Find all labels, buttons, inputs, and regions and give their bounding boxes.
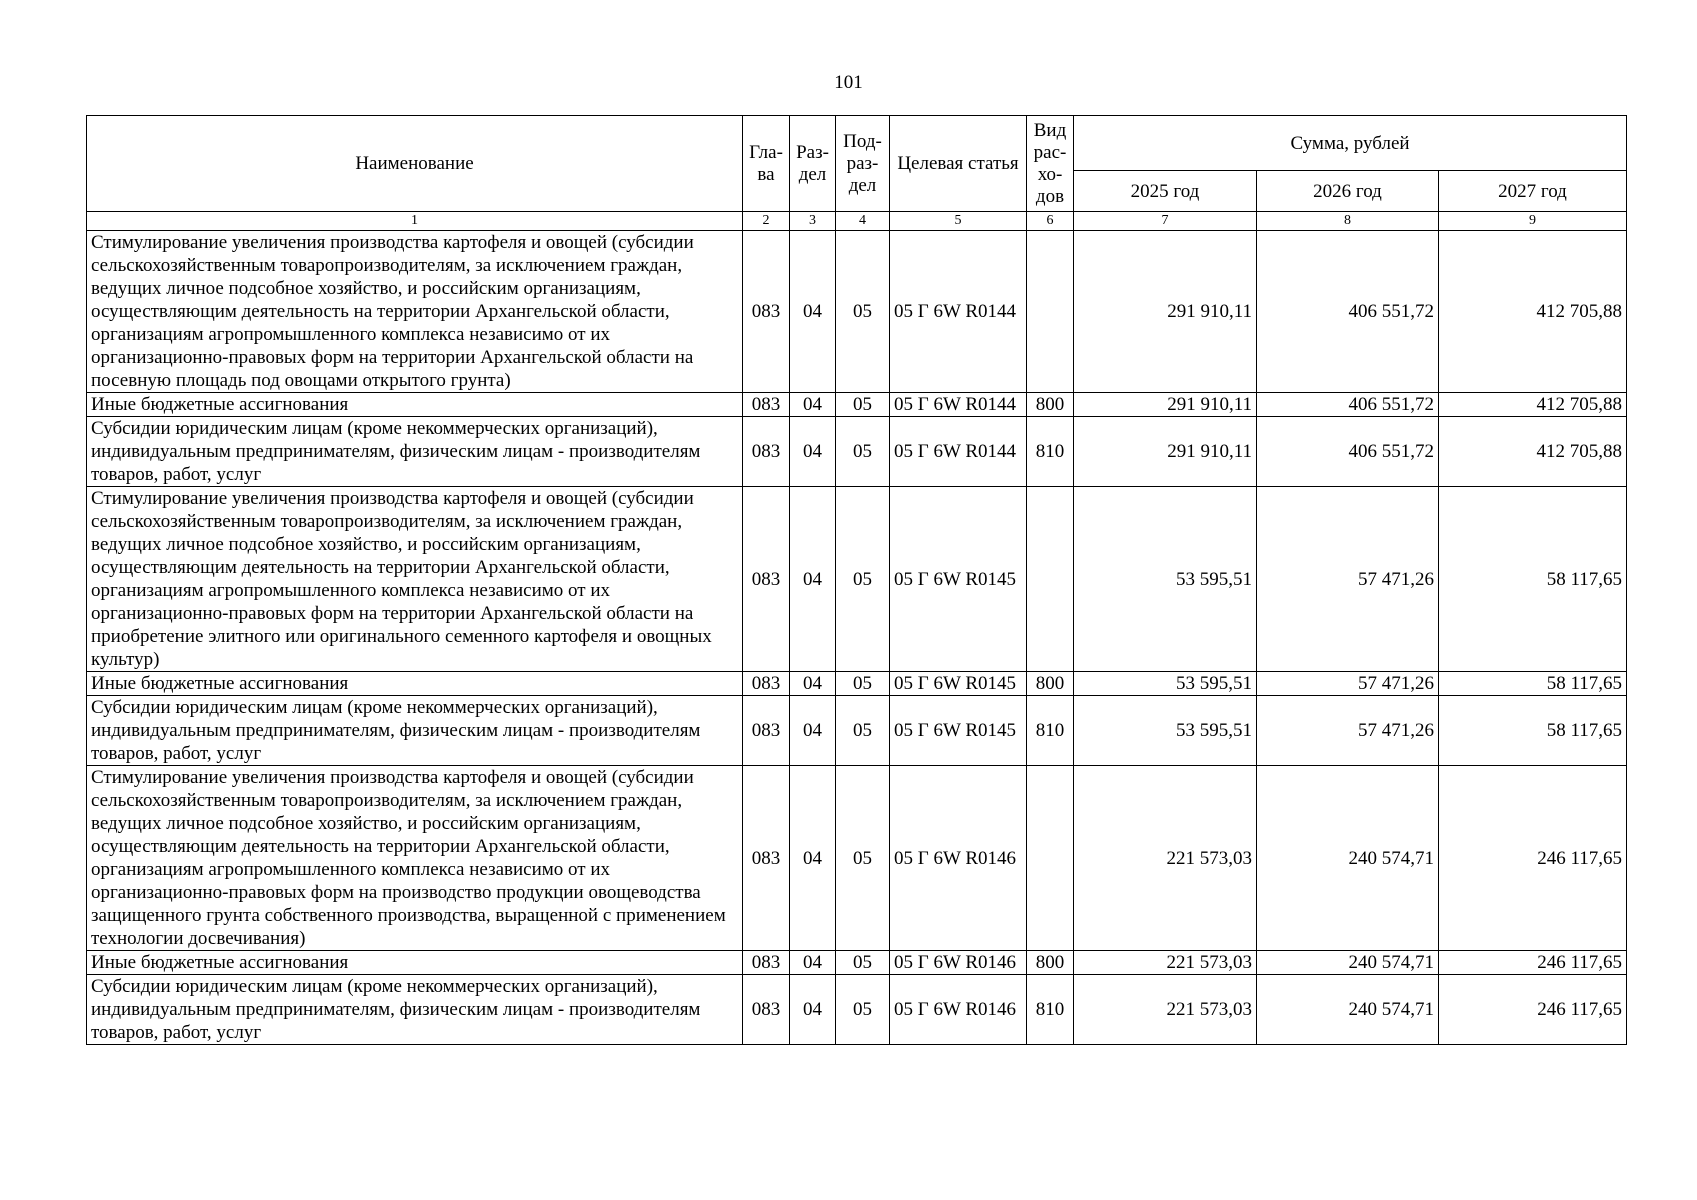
row-amount-2025: 221 573,03 bbox=[1074, 766, 1257, 951]
row-subsection: 05 bbox=[836, 672, 890, 696]
row-expense-type: 800 bbox=[1027, 672, 1074, 696]
table-row bbox=[87, 417, 1627, 487]
row-section: 04 bbox=[790, 231, 836, 393]
row-subsection: 05 bbox=[836, 393, 890, 417]
header-section bbox=[790, 116, 836, 212]
row-amount-2026: 406 551,72 bbox=[1257, 393, 1439, 417]
header-subsection bbox=[836, 116, 890, 212]
row-name: Иные бюджетные ассигнования bbox=[87, 951, 743, 975]
row-expense-type bbox=[1027, 487, 1074, 672]
row-subsection: 05 bbox=[836, 417, 890, 487]
row-expense-type bbox=[1027, 231, 1074, 393]
column-number: 4 bbox=[836, 212, 890, 231]
row-name: Субсидии юридическим лицам (кроме некоммерческих организаций), индивидуальным предпринимателям, физическим лицам - производителям товаров, работ, услуг bbox=[87, 696, 743, 766]
row-amount-2027: 412 705,88 bbox=[1439, 417, 1627, 487]
row-chapter: 083 bbox=[743, 696, 790, 766]
row-subsection: 05 bbox=[836, 231, 890, 393]
row-chapter: 083 bbox=[743, 487, 790, 672]
row-amount-2027: 58 117,65 bbox=[1439, 672, 1627, 696]
header-name: Наименование bbox=[87, 116, 743, 212]
column-number: 6 bbox=[1027, 212, 1074, 231]
row-target: 05 Г 6W R0145 bbox=[890, 487, 1027, 672]
row-target: 05 Г 6W R0146 bbox=[890, 975, 1027, 1045]
row-amount-2025: 53 595,51 bbox=[1074, 672, 1257, 696]
row-name: Субсидии юридическим лицам (кроме некоммерческих организаций), индивидуальным предпринимателям, физическим лицам - производителям товаров, работ, услуг bbox=[87, 417, 743, 487]
row-amount-2026: 57 471,26 bbox=[1257, 696, 1439, 766]
row-amount-2025: 53 595,51 bbox=[1074, 487, 1257, 672]
row-chapter: 083 bbox=[743, 672, 790, 696]
row-section: 04 bbox=[790, 975, 836, 1045]
row-target: 05 Г 6W R0146 bbox=[890, 951, 1027, 975]
column-number: 3 bbox=[790, 212, 836, 231]
column-number: 1 bbox=[87, 212, 743, 231]
table-row bbox=[87, 766, 1627, 951]
row-expense-type: 810 bbox=[1027, 417, 1074, 487]
row-subsection: 05 bbox=[836, 766, 890, 951]
row-expense-type: 800 bbox=[1027, 393, 1074, 417]
header-amount: Сумма, рублей bbox=[1074, 116, 1627, 171]
table-row bbox=[87, 975, 1627, 1045]
header-year-2026: 2026 год bbox=[1257, 171, 1439, 212]
row-name: Субсидии юридическим лицам (кроме некоммерческих организаций), индивидуальным предпринимателям, физическим лицам - производителям товаров, работ, услуг bbox=[87, 975, 743, 1045]
row-section: 04 bbox=[790, 417, 836, 487]
row-expense-type bbox=[1027, 766, 1074, 951]
row-chapter: 083 bbox=[743, 951, 790, 975]
row-amount-2026: 57 471,26 bbox=[1257, 672, 1439, 696]
header-expense-type bbox=[1027, 116, 1074, 212]
row-amount-2025: 291 910,11 bbox=[1074, 393, 1257, 417]
header-chapter bbox=[743, 116, 790, 212]
row-amount-2027: 246 117,65 bbox=[1439, 766, 1627, 951]
row-amount-2026: 240 574,71 bbox=[1257, 951, 1439, 975]
row-chapter: 083 bbox=[743, 231, 790, 393]
row-amount-2026: 240 574,71 bbox=[1257, 975, 1439, 1045]
row-amount-2027: 246 117,65 bbox=[1439, 975, 1627, 1045]
table-row bbox=[87, 231, 1627, 393]
header-year-2027: 2027 год bbox=[1439, 171, 1627, 212]
row-section: 04 bbox=[790, 696, 836, 766]
row-subsection: 05 bbox=[836, 487, 890, 672]
page-number: 101 bbox=[834, 72, 863, 93]
row-target: 05 Г 6W R0144 bbox=[890, 393, 1027, 417]
row-target: 05 Г 6W R0145 bbox=[890, 672, 1027, 696]
header-target: Целевая статья bbox=[890, 116, 1027, 212]
row-target: 05 Г 6W R0146 bbox=[890, 766, 1027, 951]
row-target: 05 Г 6W R0145 bbox=[890, 696, 1027, 766]
row-expense-type: 810 bbox=[1027, 975, 1074, 1045]
header-subsection-label: Под-раз-дел bbox=[843, 130, 882, 196]
row-amount-2025: 53 595,51 bbox=[1074, 696, 1257, 766]
table-row bbox=[87, 951, 1627, 975]
column-number: 7 bbox=[1074, 212, 1257, 231]
row-chapter: 083 bbox=[743, 766, 790, 951]
column-number: 8 bbox=[1257, 212, 1439, 231]
row-section: 04 bbox=[790, 672, 836, 696]
budget-table bbox=[86, 115, 1627, 1045]
row-chapter: 083 bbox=[743, 975, 790, 1045]
row-section: 04 bbox=[790, 393, 836, 417]
column-number: 2 bbox=[743, 212, 790, 231]
row-expense-type: 800 bbox=[1027, 951, 1074, 975]
row-subsection: 05 bbox=[836, 975, 890, 1045]
row-amount-2025: 221 573,03 bbox=[1074, 951, 1257, 975]
row-amount-2027: 58 117,65 bbox=[1439, 487, 1627, 672]
row-section: 04 bbox=[790, 766, 836, 951]
row-name: Иные бюджетные ассигнования bbox=[87, 672, 743, 696]
row-amount-2027: 412 705,88 bbox=[1439, 231, 1627, 393]
table-row bbox=[87, 487, 1627, 672]
row-name: Стимулирование увеличения производства картофеля и овощей (субсидии сельскохозяйственным товаропроизводителям, за исключением граждан, ведущих личное подсобное хозяйство, и российским организациям, осуществляющим деятельность на территории Архангельской области, организациям агропромышленного комплекса независимо от их организационно-правовых форм на территории Архангельской области на приобретение элитного или оригинального семенного картофеля и овощных культур) bbox=[87, 487, 743, 672]
row-chapter: 083 bbox=[743, 393, 790, 417]
row-subsection: 05 bbox=[836, 696, 890, 766]
header-year-2025: 2025 год bbox=[1074, 171, 1257, 212]
row-amount-2027: 246 117,65 bbox=[1439, 951, 1627, 975]
row-name: Иные бюджетные ассигнования bbox=[87, 393, 743, 417]
row-amount-2026: 57 471,26 bbox=[1257, 487, 1439, 672]
row-chapter: 083 bbox=[743, 417, 790, 487]
row-target: 05 Г 6W R0144 bbox=[890, 231, 1027, 393]
row-amount-2025: 291 910,11 bbox=[1074, 417, 1257, 487]
table-row bbox=[87, 672, 1627, 696]
row-amount-2026: 240 574,71 bbox=[1257, 766, 1439, 951]
table-row bbox=[87, 696, 1627, 766]
row-amount-2026: 406 551,72 bbox=[1257, 231, 1439, 393]
row-amount-2025: 221 573,03 bbox=[1074, 975, 1257, 1045]
row-amount-2027: 58 117,65 bbox=[1439, 696, 1627, 766]
row-section: 04 bbox=[790, 951, 836, 975]
row-section: 04 bbox=[790, 487, 836, 672]
header-chapter-label: Гла-ва bbox=[749, 141, 783, 185]
row-subsection: 05 bbox=[836, 951, 890, 975]
column-numbers-row bbox=[87, 212, 1627, 231]
row-amount-2025: 291 910,11 bbox=[1074, 231, 1257, 393]
row-name: Стимулирование увеличения производства картофеля и овощей (субсидии сельскохозяйственным товаропроизводителям, за исключением граждан, ведущих личное подсобное хозяйство, и российским организациям, осуществляющим деятельность на территории Архангельской области, организациям агропромышленного комплекса независимо от их организационно-правовых форм на производство продукции овощеводства защищенного грунта собственного производства, выращенной с применением технологии досвечивания) bbox=[87, 766, 743, 951]
column-number: 9 bbox=[1439, 212, 1627, 231]
row-name: Стимулирование увеличения производства картофеля и овощей (субсидии сельскохозяйственным товаропроизводителям, за исключением граждан, ведущих личное подсобное хозяйство, и российским организациям, осуществляющим деятельность на территории Архангельской области, организациям агропромышленного комплекса независимо от их организационно-правовых форм на территории Архангельской области на посевную площадь под овощами открытого грунта) bbox=[87, 231, 743, 393]
row-target: 05 Г 6W R0144 bbox=[890, 417, 1027, 487]
header-section-label: Раз-дел bbox=[796, 141, 829, 185]
row-amount-2027: 412 705,88 bbox=[1439, 393, 1627, 417]
table-row bbox=[87, 393, 1627, 417]
header-expense-type-label: Вид рас-хо-дов bbox=[1033, 119, 1067, 207]
column-number: 5 bbox=[890, 212, 1027, 231]
row-expense-type: 810 bbox=[1027, 696, 1074, 766]
row-amount-2026: 406 551,72 bbox=[1257, 417, 1439, 487]
